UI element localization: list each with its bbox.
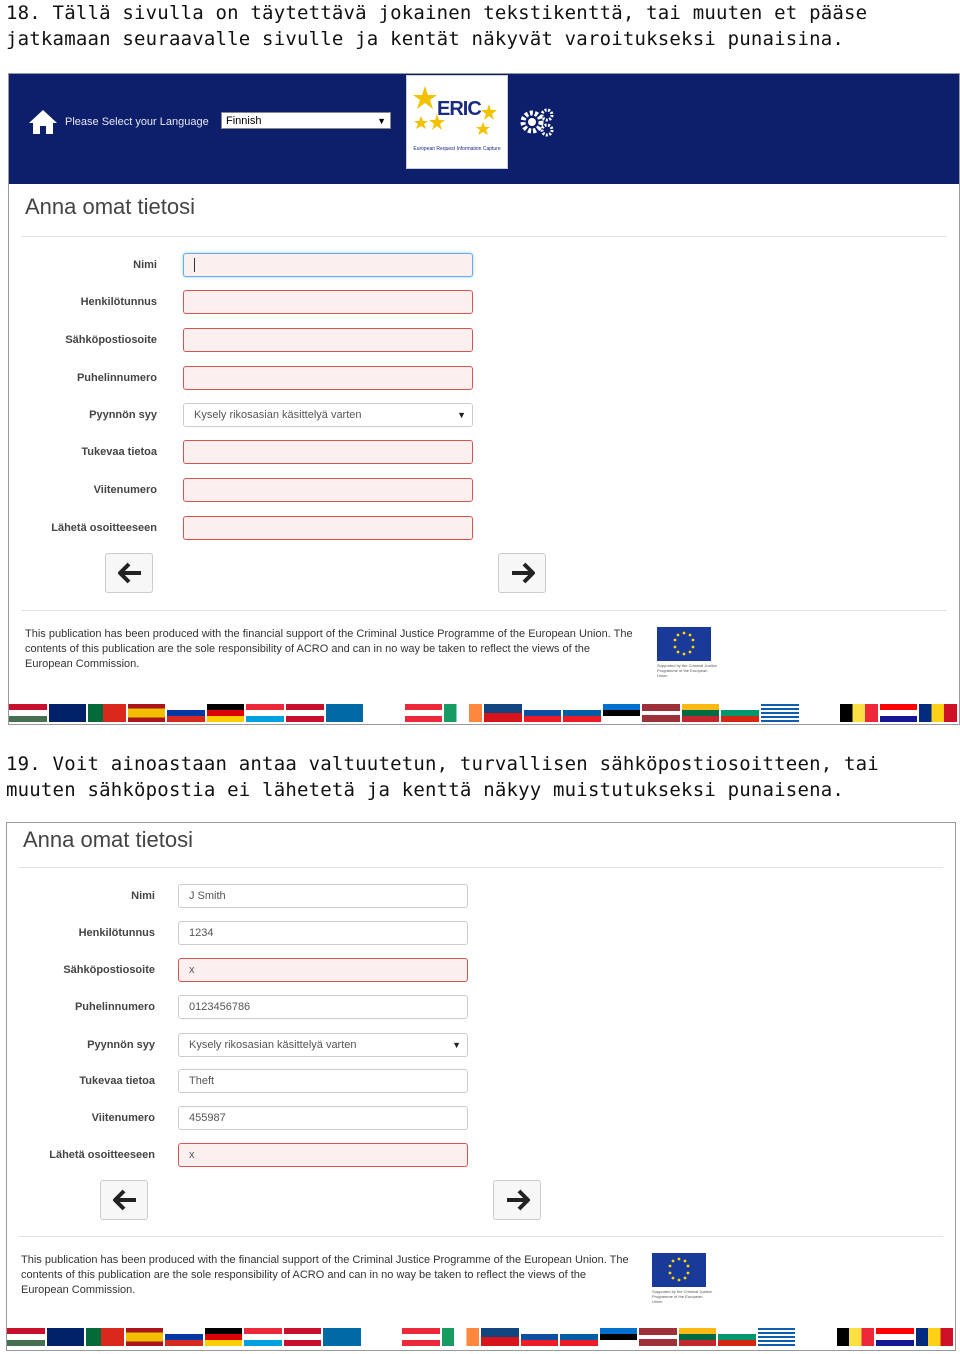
country-flag-icon	[642, 704, 680, 722]
label-email: Sähköpostiosoite	[65, 334, 157, 346]
country-flag-icon	[876, 1328, 914, 1346]
country-flag-icon	[797, 1328, 835, 1346]
label-send-to: Lähetä osoitteeseen	[49, 1149, 155, 1161]
eu-flag-icon	[657, 627, 711, 661]
country-flag-icon	[639, 1328, 677, 1346]
id-field[interactable]	[183, 290, 473, 314]
arrow-left-icon	[117, 561, 143, 585]
country-flag-icon	[323, 1328, 361, 1346]
arrow-right-icon	[505, 1188, 531, 1212]
divider	[21, 610, 947, 611]
country-flag-icon	[801, 704, 839, 722]
country-flag-icon	[603, 704, 641, 722]
country-flag-icon	[365, 704, 403, 722]
label-send-to: Lähetä osoitteeseen	[51, 522, 157, 534]
label-phone: Puhelinnumero	[76, 372, 157, 384]
country-flag-icon	[524, 704, 562, 722]
country-flag-icon	[326, 704, 364, 722]
email-field[interactable]: x	[178, 958, 468, 982]
gear-icon[interactable]	[519, 106, 555, 138]
reason-value: Kysely rikosasian käsittelyä varten	[189, 1039, 357, 1051]
page-title: Anna omat tietosi	[23, 827, 193, 852]
country-flag-icon	[442, 1328, 480, 1346]
next-button[interactable]	[493, 1180, 541, 1220]
country-flag-icon	[246, 704, 284, 722]
country-flag-icon	[521, 1328, 559, 1346]
reference-field[interactable]: 455987	[178, 1106, 468, 1130]
screenshot-step-19	[6, 822, 956, 1351]
country-flag-icon	[402, 1328, 440, 1346]
country-flag-icon	[758, 1328, 796, 1346]
reason-select[interactable]	[183, 403, 473, 427]
page-title: Anna omat tietosi	[25, 194, 195, 219]
language-label: Please Select your Language	[65, 116, 209, 128]
country-flag-icon	[761, 704, 799, 722]
label-email: Sähköpostiosoite	[63, 964, 155, 976]
reason-value: Kysely rikosasian käsittelyä varten	[194, 409, 362, 421]
language-value: Finnish	[226, 115, 262, 127]
country-flag-icon	[560, 1328, 598, 1346]
country-flag-icon	[207, 704, 245, 722]
country-flag-icon	[916, 1328, 954, 1346]
next-button[interactable]	[498, 553, 546, 593]
flags-strip	[7, 1328, 955, 1346]
country-flag-icon	[919, 704, 957, 722]
logo-subtitle: European Request Information Capture	[413, 146, 501, 152]
country-flag-icon	[165, 1328, 203, 1346]
country-flag-icon	[7, 1328, 45, 1346]
step-19-caption: 19. Voit ainoastaan antaa valtuutetun, turvallisen sähköpostiosoitteen, tai muuten sähköpostia ei lähetetä ja kenttä näkyy muistutukseksi punaisena.	[6, 753, 879, 801]
back-button[interactable]	[100, 1180, 148, 1220]
country-flag-icon	[718, 1328, 756, 1346]
country-flag-icon	[600, 1328, 638, 1346]
eu-flag-icon	[652, 1253, 706, 1287]
email-field[interactable]	[183, 328, 473, 352]
text-caret	[194, 258, 195, 272]
country-flag-icon	[444, 704, 482, 722]
logo-text: ERIC	[437, 98, 481, 120]
label-supporting: Tukevaa tietoa	[81, 446, 157, 458]
eu-caption: Supported by the Criminal Justice Programme of the European Union	[657, 663, 717, 678]
label-reason: Pyynnön syy	[87, 1039, 155, 1051]
label-supporting: Tukevaa tietoa	[79, 1075, 155, 1087]
send-to-field[interactable]	[183, 516, 473, 540]
phone-field[interactable]	[183, 366, 473, 390]
label-reference: Viitenumero	[93, 484, 157, 496]
country-flag-icon	[126, 1328, 164, 1346]
country-flag-icon	[49, 704, 87, 722]
country-flag-icon	[682, 704, 720, 722]
country-flag-icon	[679, 1328, 717, 1346]
country-flag-icon	[363, 1328, 401, 1346]
country-flag-icon	[837, 1328, 875, 1346]
country-flag-icon	[128, 704, 166, 722]
footer-disclaimer: This publication has been produced with the financial support of the Criminal Justice Programme of the European Union. The contents of this publication are the sole responsibility of ACRO and can in no way be taken to reflect the views of the European Commission.	[21, 1254, 629, 1296]
country-flag-icon	[284, 1328, 322, 1346]
country-flag-icon	[840, 704, 878, 722]
language-select[interactable]	[221, 112, 391, 129]
arrow-right-icon	[510, 561, 536, 585]
phone-field[interactable]: 0123456786	[178, 995, 468, 1019]
divider	[19, 1236, 943, 1237]
country-flag-icon	[9, 704, 47, 722]
eric-logo	[406, 75, 508, 169]
name-field[interactable]	[183, 253, 473, 277]
country-flag-icon	[880, 704, 918, 722]
reason-select[interactable]	[178, 1033, 468, 1057]
footer-disclaimer: This publication has been produced with the financial support of the Criminal Justice Programme of the European Union. The contents of this publication are the sole responsibility of ACRO and can in no way be taken to reflect the views of the European Commission.	[25, 628, 633, 670]
supporting-info-field[interactable]: Theft	[178, 1069, 468, 1093]
id-field[interactable]: 1234	[178, 921, 468, 945]
label-name: Nimi	[131, 890, 155, 902]
step-18-caption: 18. Tällä sivulla on täytettävä jokainen tekstikenttä, tai muuten et pääse jatkamaan seuraavalle sivulle ja kentät näkyvät varoitukseksi punaisina.	[6, 2, 868, 50]
reference-field[interactable]	[183, 478, 473, 502]
divider	[19, 867, 943, 868]
country-flag-icon	[286, 704, 324, 722]
country-flag-icon	[484, 704, 522, 722]
country-flag-icon	[205, 1328, 243, 1346]
label-phone: Puhelinnumero	[74, 1001, 155, 1013]
country-flag-icon	[88, 704, 126, 722]
country-flag-icon	[167, 704, 205, 722]
send-to-field[interactable]: x	[178, 1143, 468, 1167]
home-icon[interactable]	[27, 108, 59, 136]
name-field[interactable]: J Smith	[178, 884, 468, 908]
back-button[interactable]	[105, 553, 153, 593]
label-reference: Viitenumero	[91, 1112, 155, 1124]
divider	[21, 236, 947, 237]
label-id: Henkilötunnus	[78, 927, 155, 939]
app-header	[9, 74, 959, 184]
chevron-down-icon: ▼	[377, 116, 386, 126]
country-flag-icon	[86, 1328, 124, 1346]
country-flag-icon	[405, 704, 443, 722]
screenshot-step-18	[8, 73, 960, 725]
label-name: Nimi	[133, 259, 157, 271]
arrow-left-icon	[112, 1188, 138, 1212]
chevron-down-icon: ▼	[452, 1040, 461, 1050]
flags-strip	[9, 704, 959, 722]
country-flag-icon	[563, 704, 601, 722]
supporting-info-field[interactable]	[183, 440, 473, 464]
label-id: Henkilötunnus	[80, 296, 157, 308]
country-flag-icon	[47, 1328, 85, 1346]
eu-caption: Supported by the Criminal Justice Programme of the European Union	[652, 1289, 712, 1304]
country-flag-icon	[244, 1328, 282, 1346]
country-flag-icon	[721, 704, 759, 722]
label-reason: Pyynnön syy	[89, 409, 157, 421]
chevron-down-icon: ▼	[457, 410, 466, 420]
country-flag-icon	[481, 1328, 519, 1346]
